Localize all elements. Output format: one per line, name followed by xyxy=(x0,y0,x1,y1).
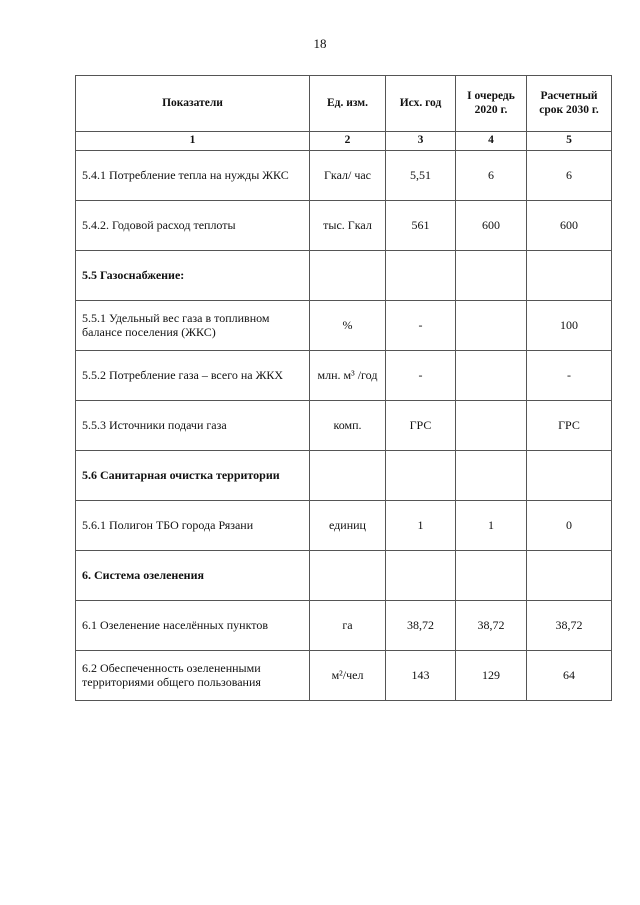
row-first-stage: 129 xyxy=(456,650,527,700)
row-target-period: 100 xyxy=(527,300,612,350)
table-row xyxy=(76,150,612,200)
row-name: 5.4.2. Годовой расход теплоты xyxy=(76,200,310,250)
row-base-year: - xyxy=(386,300,456,350)
row-target-period: 38,72 xyxy=(527,600,612,650)
row-first-stage xyxy=(456,350,527,400)
row-unit: тыс. Гкал xyxy=(310,200,386,250)
header-target-period: Расчетный срок 2030 г. xyxy=(527,76,612,132)
row-unit xyxy=(310,250,386,300)
table-row xyxy=(76,350,612,400)
row-base-year: 5,51 xyxy=(386,150,456,200)
table-row xyxy=(76,400,612,450)
table-row xyxy=(76,600,612,650)
table-section-row xyxy=(76,450,612,500)
row-target-period xyxy=(527,250,612,300)
row-target-period: 0 xyxy=(527,500,612,550)
row-unit: единиц xyxy=(310,500,386,550)
row-unit: м²/чел xyxy=(310,650,386,700)
row-unit xyxy=(310,550,386,600)
column-number: 5 xyxy=(527,132,612,151)
row-first-stage xyxy=(456,400,527,450)
row-target-period: - xyxy=(527,350,612,400)
row-base-year: 1 xyxy=(386,500,456,550)
row-name: 5.5.3 Источники подачи газа xyxy=(76,400,310,450)
row-first-stage xyxy=(456,450,527,500)
header-base-year: Исх. год xyxy=(386,76,456,132)
row-first-stage xyxy=(456,550,527,600)
row-base-year: - xyxy=(386,350,456,400)
row-first-stage: 6 xyxy=(456,150,527,200)
row-first-stage: 600 xyxy=(456,200,527,250)
table-section-row xyxy=(76,250,612,300)
row-name: 6.2 Обеспеченность озелененными территориями общего пользования xyxy=(76,650,310,700)
column-number: 1 xyxy=(76,132,310,151)
table-row xyxy=(76,200,612,250)
row-target-period: 600 xyxy=(527,200,612,250)
row-unit: млн. м³ /год xyxy=(310,350,386,400)
table-row xyxy=(76,500,612,550)
row-target-period: 64 xyxy=(527,650,612,700)
row-unit: га xyxy=(310,600,386,650)
header-unit: Ед. изм. xyxy=(310,76,386,132)
column-number-row xyxy=(76,132,612,151)
indicators-table xyxy=(75,75,612,701)
row-unit: Гкал/ час xyxy=(310,150,386,200)
row-base-year xyxy=(386,450,456,500)
row-name: 5.4.1 Потребление тепла на нужды ЖКС xyxy=(76,150,310,200)
header-first-stage: I очередь 2020 г. xyxy=(456,76,527,132)
row-unit: % xyxy=(310,300,386,350)
row-target-period xyxy=(527,450,612,500)
row-first-stage: 1 xyxy=(456,500,527,550)
row-base-year xyxy=(386,250,456,300)
table-section-row xyxy=(76,550,612,600)
row-base-year: ГРС xyxy=(386,400,456,450)
column-number: 2 xyxy=(310,132,386,151)
row-base-year: 143 xyxy=(386,650,456,700)
row-name: 6.1 Озеленение населённых пунктов xyxy=(76,600,310,650)
row-name: 5.5.1 Удельный вес газа в топливном балансе поселения (ЖКС) xyxy=(76,300,310,350)
row-target-period: ГРС xyxy=(527,400,612,450)
header-indicators: Показатели xyxy=(76,76,310,132)
row-unit: комп. xyxy=(310,400,386,450)
column-number: 3 xyxy=(386,132,456,151)
row-target-period: 6 xyxy=(527,150,612,200)
page-number: 18 xyxy=(313,36,327,51)
row-name: 6. Система озеленения xyxy=(76,550,310,600)
row-first-stage: 38,72 xyxy=(456,600,527,650)
column-number: 4 xyxy=(456,132,527,151)
row-base-year: 561 xyxy=(386,200,456,250)
row-name: 5.6 Санитарная очистка территории xyxy=(76,450,310,500)
row-base-year xyxy=(386,550,456,600)
table-row xyxy=(76,300,612,350)
table-row xyxy=(76,650,612,700)
row-name: 5.5 Газоснабжение: xyxy=(76,250,310,300)
row-first-stage xyxy=(456,300,527,350)
row-base-year: 38,72 xyxy=(386,600,456,650)
row-name: 5.6.1 Полигон ТБО города Рязани xyxy=(76,500,310,550)
table-header-row xyxy=(76,76,612,132)
row-target-period xyxy=(527,550,612,600)
row-unit xyxy=(310,450,386,500)
row-first-stage xyxy=(456,250,527,300)
row-name: 5.5.2 Потребление газа – всего на ЖКХ xyxy=(76,350,310,400)
